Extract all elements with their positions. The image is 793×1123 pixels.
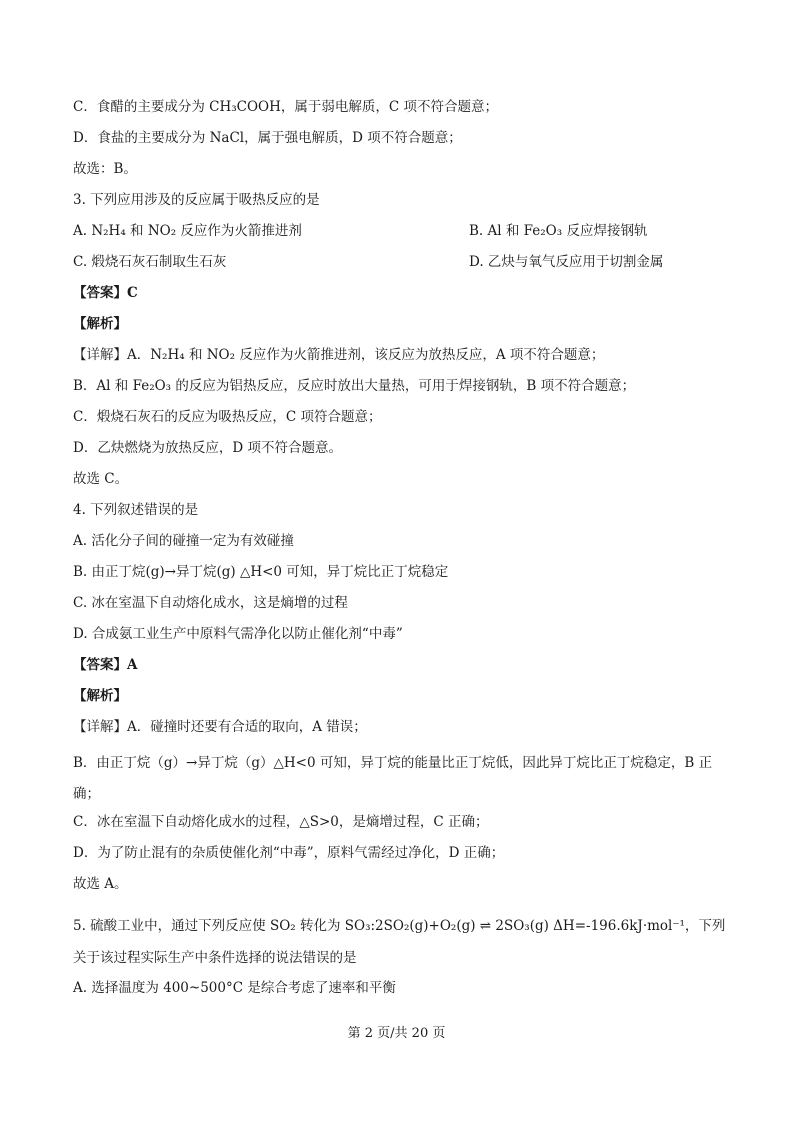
question-4-stem: 4. 下列叙述错误的是: [73, 502, 199, 518]
text-line-c-vinegar: C．食醋的主要成分为 CH₃COOH，属于弱电解质，C 项不符合题意；: [73, 99, 498, 115]
choose-a: 故选 A。: [73, 876, 128, 892]
explanation-a: 【详解】A．N₂H₄ 和 NO₂ 反应作为火箭推进剂，该反应为放热反应，A 项不符合题意；: [73, 347, 605, 363]
analysis-label: 【解析】: [73, 316, 127, 332]
page-number-footer: 第 2 页/共 20 页: [347, 1026, 446, 1041]
choose-c: 故选 C。: [73, 471, 129, 487]
text-line-d-salt: D．食盐的主要成分为 NaCl，属于强电解质，D 项不符合题意；: [73, 130, 462, 146]
option-a: A. N₂H₄ 和 NO₂ 反应作为火箭推进剂: [73, 223, 302, 239]
option-d: D. 乙炔与氧气反应用于切割金属: [469, 254, 664, 270]
explanation-4-d: D．为了防止混有的杂质使催化剂“中毒”，原料气需经过净化，D 正确；: [73, 845, 505, 861]
question-3-options-row-2: [73, 252, 733, 272]
question-4-option-c: C. 冰在室温下自动熔化成水，这是熵增的过程: [73, 595, 348, 611]
option-c: C. 煅烧石灰石制取生石灰: [73, 254, 227, 270]
analysis-label-2: 【解析】: [73, 688, 127, 704]
question-5-option-a: A. 选择温度为 400~500°C 是综合考虑了速率和平衡: [73, 980, 396, 996]
question-3-options-row-1: [73, 221, 733, 241]
question-4-option-b: B. 由正丁烷(g)→异丁烷(g) △H<0 可知，异丁烷比正丁烷稳定: [73, 564, 449, 580]
answer-label: 【答案】C: [73, 285, 138, 301]
explanation-b: B．Al 和 Fe₂O₃ 的反应为铝热反应，反应时放出大量热，可用于焊接钢轨，B 项不符合题意；: [73, 378, 636, 394]
explanation-d: D．乙炔燃烧为放热反应，D 项不符合题意。: [73, 440, 342, 456]
explanation-4-c: C．冰在室温下自动熔化成水的过程，△S>0，是熵增过程，C 正确；: [73, 814, 489, 830]
explanation-4-b: B．由正丁烷（g）→异丁烷（g）△H<0 可知，异丁烷的能量比正丁烷低，因此异丁烷比正丁烷稳定，B 正确；: [73, 755, 713, 802]
question-3-stem: 3. 下列应用涉及的反应属于吸热反应的是: [73, 192, 320, 208]
answer-label-2: 【答案】A: [73, 657, 138, 673]
question-4-option-a: A. 活化分子间的碰撞一定为有效碰撞: [73, 533, 294, 549]
question-4-option-d: D. 合成氨工业生产中原料气需净化以防止催化剂“中毒”: [73, 626, 403, 642]
explanation-c: C．煅烧石灰石的反应为吸热反应，C 项符合题意；: [73, 409, 382, 425]
explanation-4-a: 【详解】A．碰撞时还要有合适的取向，A 错误；: [73, 719, 367, 735]
option-b: B. Al 和 Fe₂O₃ 反应焊接钢轨: [469, 223, 648, 239]
text-line-choose-b: 故选：B。: [73, 161, 137, 177]
question-5-stem: 5. 硫酸工业中，通过下列反应使 SO₂ 转化为 SO₃:2SO₂(g)+O₂(g) ⇌ 2SO₃(g) ΔH=-196.6kJ·mol⁻¹，下列关于该过程实际生产中条件选择的说法错误的是: [73, 918, 726, 966]
